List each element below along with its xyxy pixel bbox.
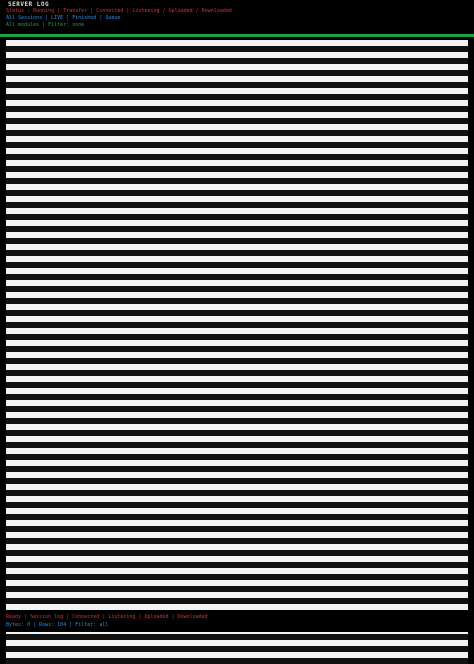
footer-bar xyxy=(0,610,474,632)
session-tabs[interactable]: All Sessions | LIVE | Finished | Queue xyxy=(6,15,121,21)
module-filter[interactable]: All modules | Filter: none xyxy=(6,22,85,28)
log-list[interactable] xyxy=(6,40,468,610)
status-bar xyxy=(0,34,474,37)
header-banner xyxy=(0,0,474,34)
footer-summary: Bytes: 0 | Rows: 104 | Filter: all xyxy=(6,622,109,628)
log-row[interactable] xyxy=(6,658,468,664)
footer-status: Ready | Session log | Connected | Listening | Uploaded | Downloaded xyxy=(6,614,208,620)
app-logo: SERVER LOG xyxy=(8,1,50,8)
status-line: Status : Running | Transfer | Connected | Listening / Uploaded / Downloaded xyxy=(6,8,232,14)
